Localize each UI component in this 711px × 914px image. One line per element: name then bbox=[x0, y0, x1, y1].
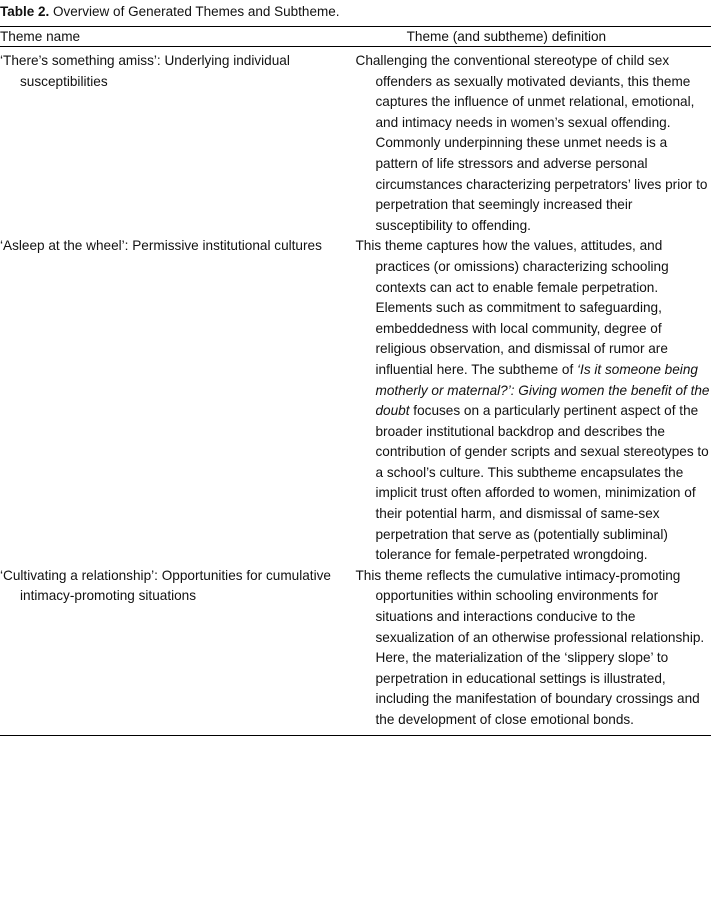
table-caption-text: Overview of Generated Themes and Subtheme. bbox=[53, 4, 340, 19]
theme-definition-2-part1: This theme captures how the values, attitudes, and practices (or omissions) characterizing schooling contexts can act to enable female perpetration. Elements such as commitment to safeguarding, embeddedness with local community, degree of religious observation, and dismissal of rumor are influential here. The subtheme of bbox=[355, 238, 669, 377]
theme-definition-3 bbox=[356, 566, 711, 731]
table-row bbox=[0, 51, 711, 236]
theme-name-cell-3 bbox=[0, 566, 356, 731]
table-row bbox=[0, 566, 711, 731]
theme-definition-cell-2 bbox=[356, 236, 711, 566]
theme-name-1: ‘There’s something amiss’: Underlying individual susceptibilities bbox=[0, 53, 290, 89]
table-caption-label: Table 2. bbox=[0, 4, 50, 19]
theme-definition-2-parts bbox=[356, 236, 711, 566]
theme-name-cell-1 bbox=[0, 51, 356, 236]
themes-table-body bbox=[0, 47, 711, 735]
table-header-row bbox=[0, 27, 711, 46]
theme-name-cell-2 bbox=[0, 236, 356, 566]
themes-table bbox=[0, 27, 711, 46]
theme-name-3: ‘Cultivating a relationship’: Opportunities for cumulative intimacy-promoting situations bbox=[0, 567, 331, 604]
theme-definition-2-part2: focuses on a particularly pertinent aspect of the broader institutional backdrop and describes the contribution of gender scripts and sexual stereotypes to a school’s culture. This subtheme encapsulates the implicit trust often afforded to women, minimization of their potential harm, and dismissal of same-sex perpetration that serve as (potentially subliminal) tolerance for female-perpetrated wrongdoing. bbox=[375, 403, 709, 563]
theme-definition-3-text: This theme reflects the cumulative intimacy-promoting opportunities within schooling environments for situations and interactions conducive to the sexualization of an otherwise professional relationship. Here, the materialization of the ‘slippery slope’ to perpetration in educational settings is illustrated, including the manifestation of boundary crossings and the development of close emotional bonds. bbox=[355, 567, 705, 727]
table-row bbox=[0, 236, 711, 566]
table-caption bbox=[0, 0, 711, 26]
theme-name-2: ‘Asleep at the wheel’: Permissive institutional cultures bbox=[0, 238, 322, 254]
column-header-theme-definition bbox=[334, 27, 711, 46]
column-header-theme-definition-label: Theme (and subtheme) definition bbox=[406, 29, 607, 44]
theme-definition-cell-3 bbox=[356, 566, 711, 731]
theme-definition-2 bbox=[356, 236, 711, 566]
theme-definition-cell-1 bbox=[356, 51, 711, 236]
theme-definition-1 bbox=[356, 51, 711, 236]
theme-definition-1-text: Challenging the conventional stereotype of child sex offenders as sexually motivated deviants, this theme captures the influence of unmet relational, emotional, and intimacy needs in women’s sexual offending. Commonly underpinning these unmet needs is a pattern of life stressors and adverse personal circumstances characterizing perpetrators’ lives prior to perpetration that seemingly increased their susceptibility to offending. bbox=[355, 53, 708, 233]
table-bottom-rule bbox=[0, 735, 711, 736]
column-header-theme-name: Theme name bbox=[0, 29, 81, 44]
theme-definition-2-subtheme-title: ‘Is it someone being motherly or maternal?’: Giving women the benefit of the doubt bbox=[375, 361, 710, 419]
